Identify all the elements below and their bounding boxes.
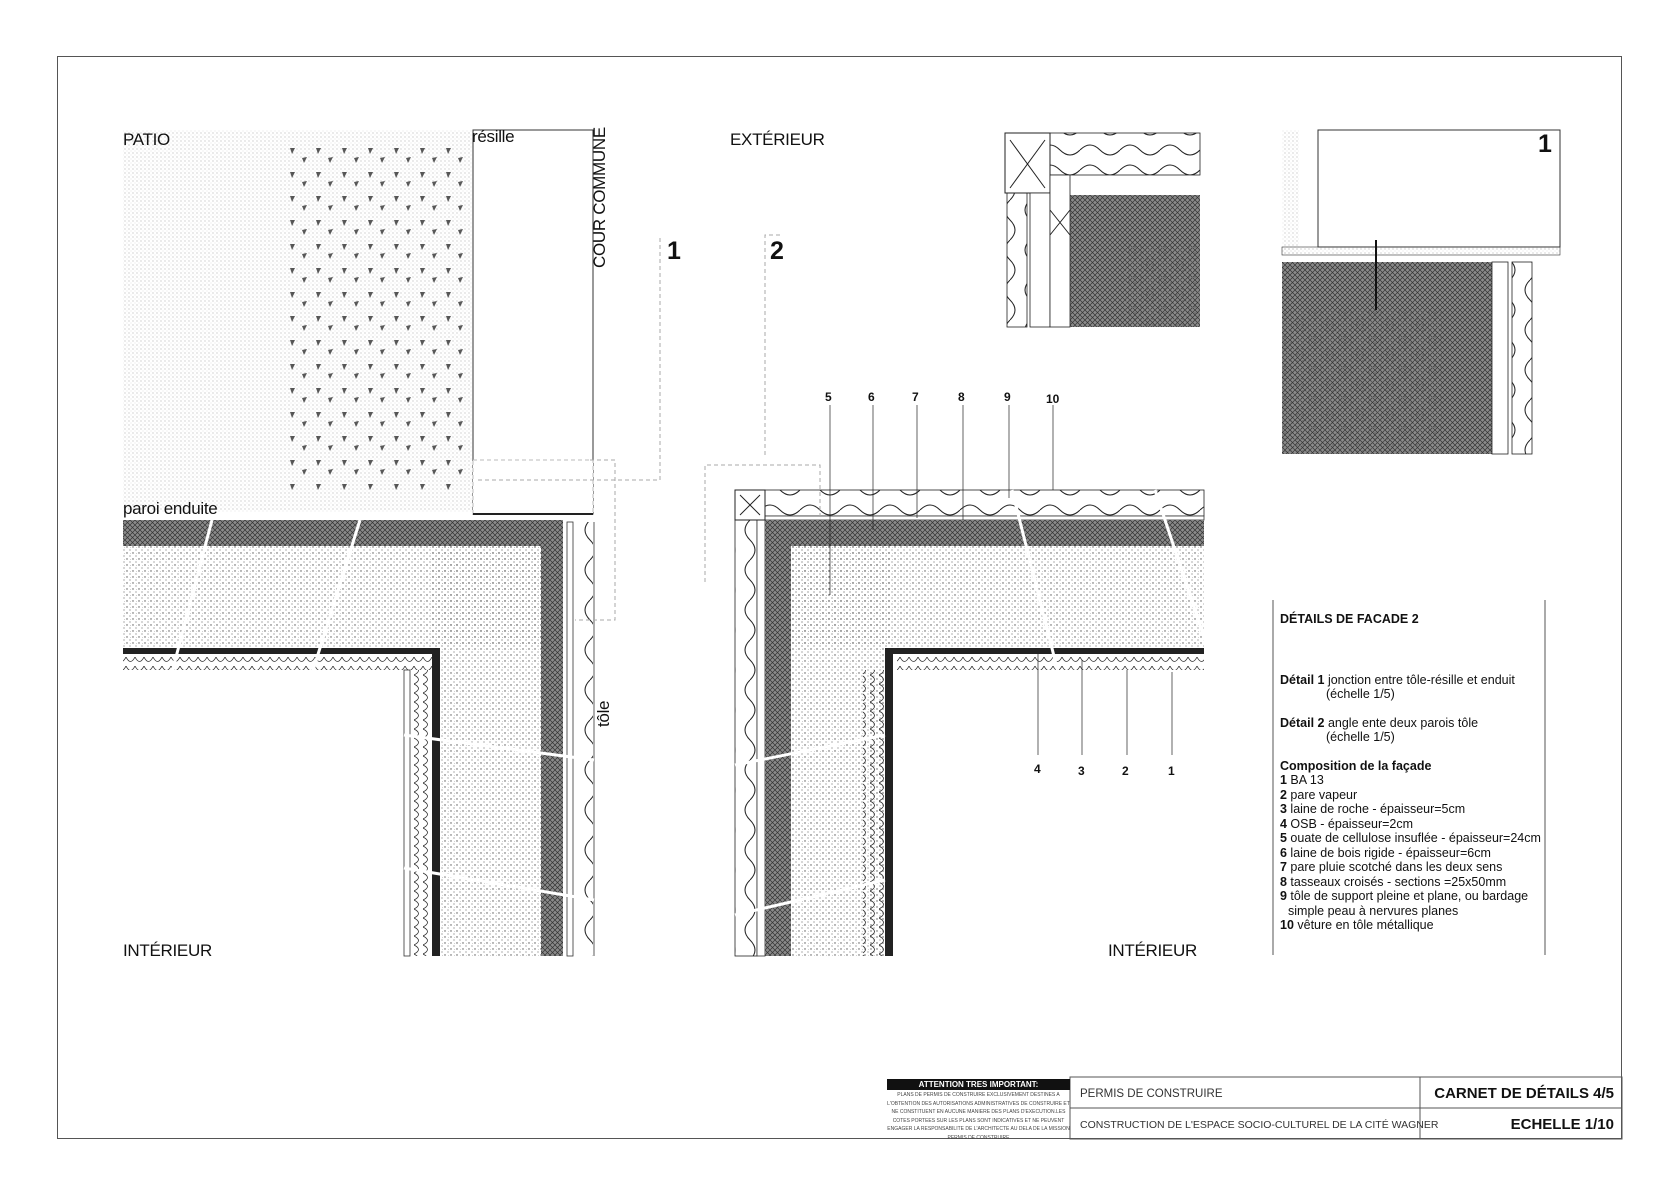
layer-number: 5 [825, 390, 832, 404]
detail-marker-1-top-right: 1 [1538, 130, 1552, 158]
legend-item: 2 pare vapeur [1280, 787, 1358, 802]
legend [1280, 612, 1550, 933]
legend-item: 1 BA 13 [1280, 773, 1324, 787]
layer-number: 8 [958, 390, 965, 404]
legend-detail-2: Détail 2 angle ente deux parois tôle [1280, 715, 1479, 730]
legend-item: 9 tôle de support pleine et plane, ou bardage [1280, 889, 1529, 903]
legend-item: 10 vêture en tôle métallique [1280, 918, 1434, 932]
layer-number: 6 [868, 390, 875, 404]
warning-title: ATTENTION TRES IMPORTANT: [887, 1079, 1070, 1090]
warning-text: PLANS DE PERMIS DE CONSTRUIRE EXCLUSIVEMENT DESTINES A L'OBTENTION DES AUTORISATIONS ADMINISTRATIVES DE CONSTRUIRE ET NE CONSTITUENT EN AUCUNE MANIERE DES PLANS D'EXECUTION.LES COTES PORTEES SUR LES PLANS SONT INDICATIVES ET NE PEUVENT ENGAGER LA RESPONSABILITE DE L'ARCHITECTE AU DELA DE LA MISSION PERMIS DE CONSTRUIRE [887, 1092, 1070, 1141]
label-exterieur: EXTÉRIEUR [730, 130, 825, 149]
title-project: CONSTRUCTION DE L'ESPACE SOCIO-CULTUREL DE LA CITÉ WAGNER [1080, 1119, 1439, 1131]
title-carnet: CARNET DE DÉTAILS 4/5 [1434, 1085, 1614, 1102]
legend-detail-1: Détail 1 jonction entre tôle-résille et enduit [1280, 672, 1515, 687]
legend-item: 8 tasseaux croisés - sections =25x50mm [1280, 874, 1507, 889]
detail-1-drawing [123, 130, 660, 956]
label-patio: PATIO [123, 130, 170, 149]
title-echelle: ECHELLE 1/10 [1510, 1116, 1614, 1133]
legend-detail-2-scale: (échelle 1/5) [1326, 730, 1395, 744]
legend-item: 5 ouate de cellulose insuflée - épaisseur=24cm [1280, 831, 1541, 845]
layer-number: 1 [1168, 764, 1175, 778]
layer-number: 4 [1034, 762, 1041, 776]
label-tole: tôle [594, 700, 613, 727]
enlarged-detail-1 [1282, 130, 1560, 454]
legend-items [1280, 773, 1550, 933]
detail-marker-2: 2 [770, 237, 784, 265]
legend-item: 3 laine de roche - épaisseur=5cm [1280, 802, 1466, 816]
label-interieur-right: INTÉRIEUR [1108, 941, 1197, 960]
layer-number: 9 [1004, 390, 1011, 404]
legend-item: 6 laine de bois rigide - épaisseur=6cm [1280, 845, 1491, 860]
layer-number: 2 [1122, 764, 1129, 778]
title-permis: PERMIS DE CONSTRUIRE [1080, 1088, 1223, 1100]
layer-number: 10 [1046, 392, 1060, 406]
layer-number: 3 [1078, 764, 1085, 778]
label-cour-commune: COUR COMMUNE [590, 127, 609, 268]
label-paroi-enduite: paroi enduite [123, 499, 218, 518]
legend-title: DÉTAILS DE FACADE 2 [1280, 612, 1419, 626]
legend-composition-title: Composition de la façade [1280, 758, 1432, 773]
label-interieur-left: INTÉRIEUR [123, 941, 212, 960]
layer-number: 7 [912, 390, 919, 404]
detail-marker-1: 1 [667, 237, 681, 265]
label-resille: résille [472, 127, 515, 146]
detail-2-drawing [705, 235, 1205, 956]
legend-item: 4 OSB - épaisseur=2cm [1280, 816, 1414, 831]
legend-item: 7 pare pluie scotché dans les deux sens [1280, 860, 1503, 874]
legend-item: simple peau à nervures planes [1288, 903, 1459, 918]
enlarged-detail-2 [1005, 133, 1200, 327]
legend-detail-1-scale: (échelle 1/5) [1326, 687, 1395, 701]
